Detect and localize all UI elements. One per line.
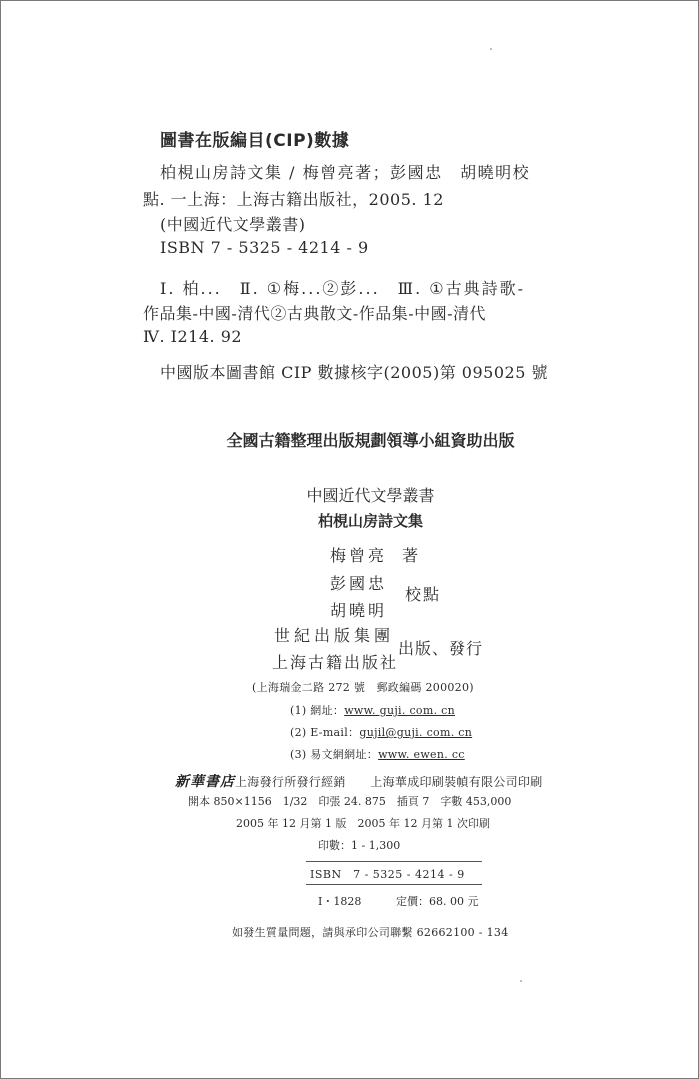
classification-number: I・1828 [318, 895, 362, 908]
email-line [290, 724, 472, 740]
cip-line-1: 柏梘山房詩文集 / 梅曾亮著；彭國忠 胡曉明校 [160, 163, 531, 182]
scan-speck [490, 48, 492, 50]
xinhua-bookstore-logo: 新華書店 [175, 774, 235, 790]
email-link[interactable]: gujil@guji. com. cn [359, 726, 473, 739]
imprint-isbn: ISBN 7 - 5325 - 4214 - 9 [310, 868, 465, 881]
edition-info: 2005 年 12 月第 1 版 2005 年 12 月第 1 次印刷 [236, 817, 490, 830]
website-label: (1) 網址： [290, 704, 345, 717]
cip-isbn-line: ISBN 7 - 5325 - 4214 - 9 [160, 238, 369, 257]
ewen-link[interactable]: www. ewen. cc [378, 748, 465, 761]
cip-title: 圖書在版編目(CIP)數據 [160, 131, 350, 151]
cip-line-6: 作品集-中國-清代②古典散文-作品集-中國-清代 [143, 304, 487, 323]
isbn-rule-bottom [306, 884, 482, 885]
publisher-address: (上海瑞金二路 272 號 郵政編碼 200020) [252, 681, 474, 694]
editor-name-1: 彭國忠 [330, 574, 388, 593]
cip-line-2: 點. 一上海：上海古籍出版社，2005. 12 [143, 190, 444, 209]
ewen-label: (3) 易文網網址： [290, 748, 379, 761]
website-line [290, 702, 455, 718]
price: 定價：68. 00 元 [396, 895, 479, 908]
isbn-rule-top [306, 861, 482, 862]
email-label: (2) E-mail： [290, 726, 360, 739]
scan-speck [520, 980, 522, 982]
series-name: 中國近代文學叢書 [306, 486, 435, 505]
editor-name-2: 胡曉明 [330, 601, 388, 620]
cip-line-5: Ⅰ. 柏... Ⅱ. ①梅...②彭... Ⅲ. ①古典詩歌- [160, 279, 526, 298]
ewen-line [290, 746, 465, 762]
cip-check-number: 中國版本圖書館 CIP 數據核字(2005)第 095025 號 [160, 363, 548, 382]
publisher-press: 上海古籍出版社 [272, 653, 399, 672]
cip-line-7: Ⅳ. I214. 92 [143, 327, 243, 346]
author-role: 著 [402, 546, 422, 565]
cip-line-3: (中國近代文學叢書) [160, 215, 306, 234]
distribution-text: 上海發行所發行經銷 上海華成印刷裝幀有限公司印刷 [235, 775, 543, 789]
editor-role: 校點 [405, 585, 442, 604]
print-run: 印數：1 - 1,300 [318, 839, 401, 852]
publisher-group: 世紀出版集團 [274, 626, 395, 645]
publisher-role: 出版、發行 [398, 639, 484, 658]
format-spec: 開本 850×1156 1/32 印張 24. 875 插頁 7 字數 453,000 [188, 795, 512, 808]
author-name: 梅曾亮 [330, 546, 388, 565]
support-statement: 全國古籍整理出版規劃領導小組資助出版 [226, 431, 515, 450]
website-link[interactable]: www. guji. com. cn [344, 704, 456, 717]
quality-contact: 如發生質量問題，請與承印公司聯繫 62662100 - 134 [232, 926, 509, 939]
distribution-line [175, 771, 543, 791]
book-title: 柏梘山房詩文集 [317, 512, 423, 530]
